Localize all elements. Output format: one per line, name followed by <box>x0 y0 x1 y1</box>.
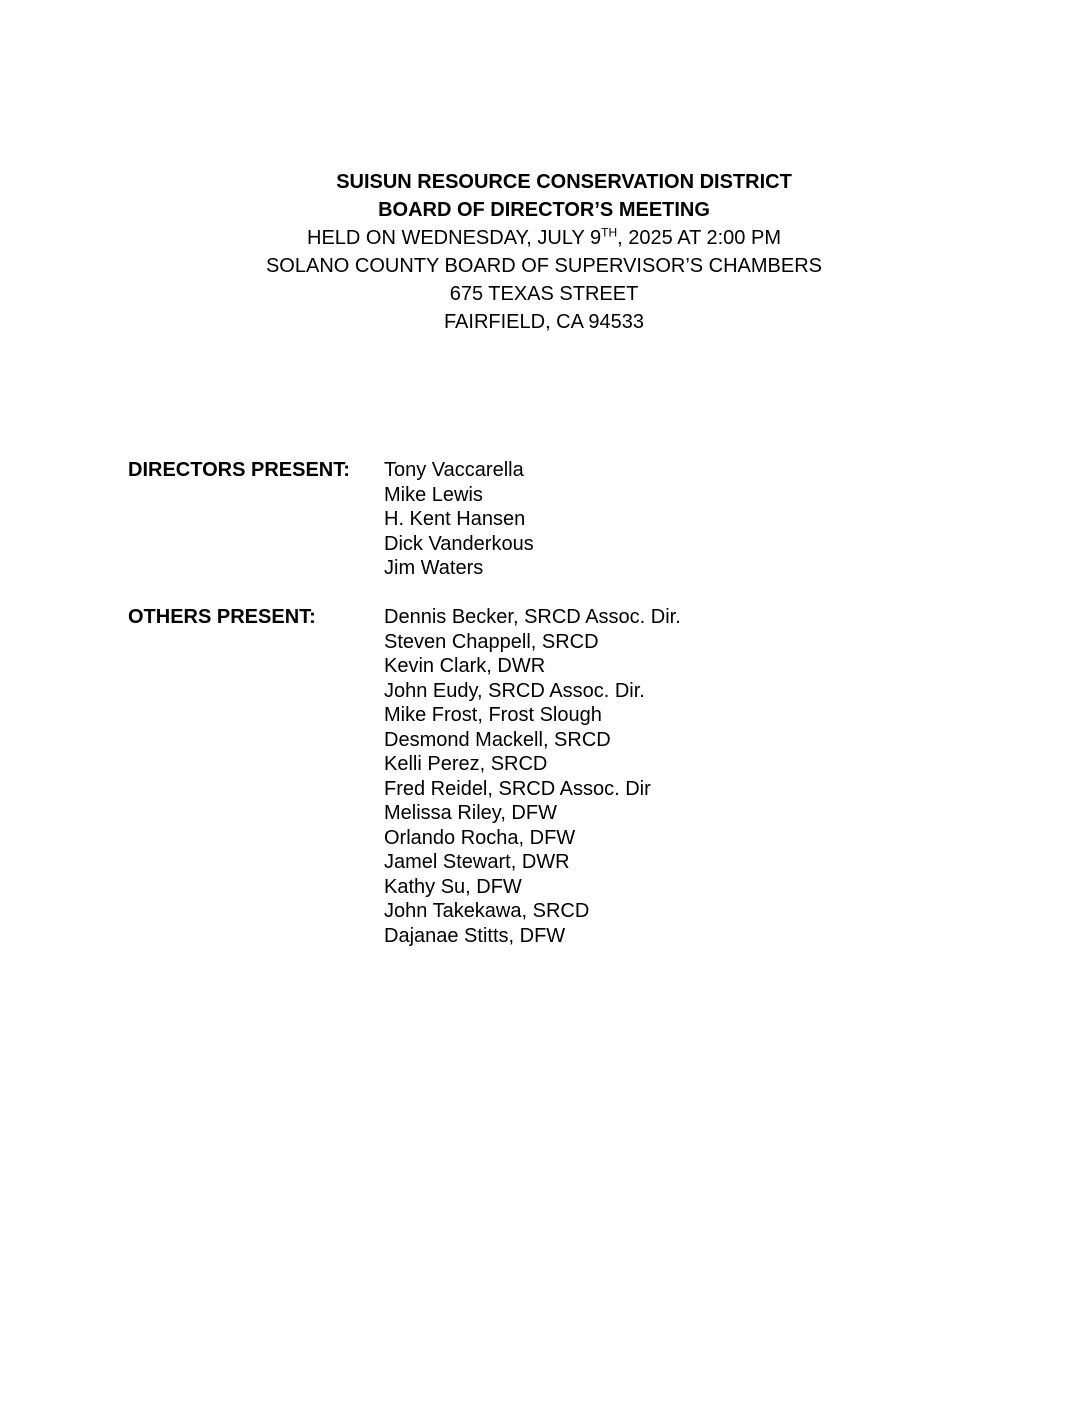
directors-present-label: DIRECTORS PRESENT: <box>128 459 350 481</box>
attendee-name: Steven Chappell, SRCD <box>384 630 599 653</box>
attendee-name: Kelli Perez, SRCD <box>384 753 548 775</box>
meeting-street: 675 TEXAS STREET <box>449 283 639 305</box>
meeting-date-ordinal: TH <box>601 225 618 240</box>
others-list <box>384 605 681 948</box>
attendee-name: Mike Frost, Frost Slough <box>384 704 602 726</box>
meeting-date-prefix: HELD ON WEDNESDAY, JULY 9 <box>307 227 602 249</box>
meeting-location: SOLANO COUNTY BOARD OF SUPERVISOR’S CHAMBERS <box>265 255 823 277</box>
director-name: H. Kent Hansen <box>384 508 526 530</box>
directors-list <box>384 458 534 581</box>
meeting-date <box>0 224 1088 252</box>
attendee-name: Kathy Su, DFW <box>384 875 522 898</box>
attendee-name: Kevin Clark, DWR <box>384 655 546 677</box>
director-name: Dick Vanderkous <box>384 532 534 555</box>
meeting-date-suffix: , 2025 AT 2:00 PM <box>617 227 781 249</box>
attendee-name: Fred Reidel, SRCD Assoc. Dir <box>384 777 651 800</box>
attendee-name: Desmond Mackell, SRCD <box>384 728 611 751</box>
organization-title: SUISUN RESOURCE CONSERVATION DISTRICT <box>336 171 792 193</box>
meeting-city: FAIRFIELD, CA 94533 <box>443 311 645 333</box>
attendee-name: Melissa Riley, DFW <box>384 802 557 824</box>
attendee-name: John Takekawa, SRCD <box>384 900 590 922</box>
attendee-name: Jamel Stewart, DWR <box>384 851 570 873</box>
document-header <box>0 168 1088 336</box>
director-name: Tony Vaccarella <box>384 459 524 481</box>
others-present-label: OTHERS PRESENT: <box>128 606 316 628</box>
director-name: Jim Waters <box>384 557 484 579</box>
attendee-name: Dennis Becker, SRCD Assoc. Dir. <box>384 606 681 628</box>
attendee-name: Orlando Rocha, DFW <box>384 826 576 849</box>
director-name: Mike Lewis <box>384 483 483 506</box>
attendee-name: Dajanae Stitts, DFW <box>384 924 566 947</box>
attendee-name: John Eudy, SRCD Assoc. Dir. <box>384 679 645 702</box>
meeting-title: BOARD OF DIRECTOR’S MEETING <box>378 199 710 221</box>
